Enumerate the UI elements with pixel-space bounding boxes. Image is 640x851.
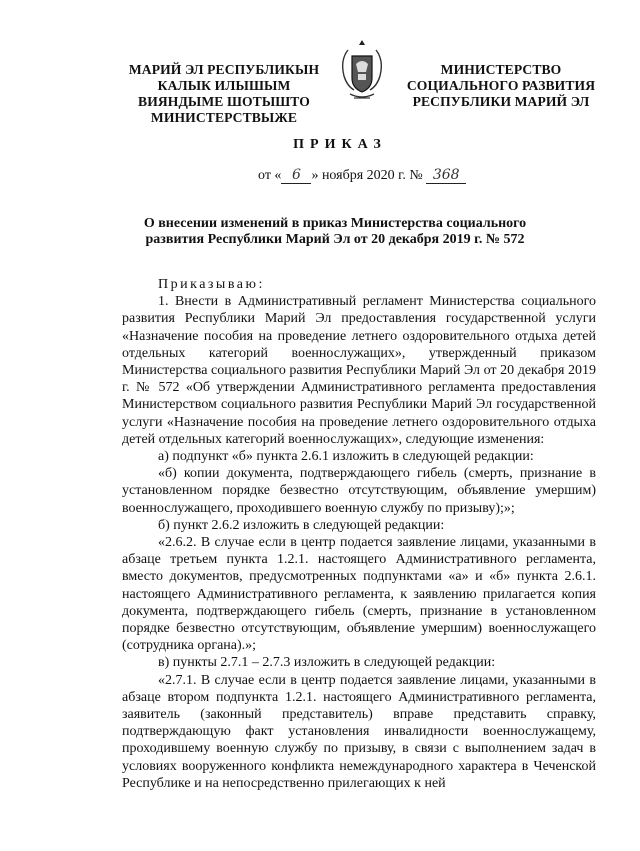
- body-paragraph: а) подпункт «б» пункта 2.6.1 изложить в следующей редакции:: [158, 449, 534, 465]
- header-right-line: СОЦИАЛЬНОГО РАЗВИТИЯ: [406, 78, 596, 93]
- ministry-name-russian: [398, 62, 604, 110]
- header-left-line: МИНИСТЕРСТВЫЖЕ: [150, 110, 298, 125]
- header-left-line: МАРИЙ ЭЛ РЕСПУБЛИКЫН: [128, 62, 320, 77]
- order-subject: [100, 216, 570, 248]
- header-right-line: МИНИСТЕРСТВО: [440, 62, 562, 77]
- body-paragraph: «2.7.1. В случае если в центр подается заявление лицами, указанными в абзаце втором подпункта 1.2.1. настоящего Административного регламента, заявитель (законный представитель) вправе представить справку, подтверждающую факт установления инвалидности военнослужащему, проходившему военную службу по призыву, в связи с выполнением задач в условиях вооруженного конфликта немеждународного характера в Чеченской Республике и на непосредственно прилегающих к ней: [122, 672, 596, 791]
- subject-line: О внесении изменений в приказ Министерства социального: [143, 216, 527, 231]
- ministry-name-mari: [118, 62, 330, 126]
- order-directive: Приказываю:: [158, 277, 265, 292]
- body-paragraph: «2.6.2. В случае если в центр подается заявление лицами, указанными в абзаце третьем пункта 1.2.1. настоящего Административного регламента, вместо документов, предусмотренных подпунктами «а» и «б» пункта 2.6.1. настоящего Административного регламента, к заявлению прилагается копия документа, подтверждающего гибель (смерть, признание в установленном порядке безвестно отсутствующим, объявление умершим) военнослужащего (сотрудника органа).»;: [122, 535, 596, 654]
- coat-of-arms-icon: [338, 38, 386, 104]
- order-body: [122, 276, 596, 792]
- body-paragraph: б) пункт 2.6.2 изложить в следующей редакции:: [158, 517, 445, 533]
- body-paragraph: в) пункты 2.7.1 – 2.7.3 изложить в следующей редакции:: [158, 655, 496, 671]
- header-left-line: ВИЯНДЫМЕ ШОТЫШТО: [138, 94, 310, 109]
- body-paragraph: «б) копии документа, подтверждающего гибель (смерть, признание в установленном порядке безвестно отсутствующим, объявление умершим) военнослужащего, проходившего военную службу по призыву);»;: [122, 466, 596, 516]
- order-date-middle: » ноября 2020 г. №: [311, 168, 423, 183]
- order-date-prefix: от «: [258, 168, 282, 183]
- order-title: ПРИКАЗ: [293, 137, 387, 152]
- order-day: 6: [281, 167, 311, 184]
- order-date-number: [258, 167, 466, 184]
- body-paragraph: 1. Внести в Административный регламент Министерства социального развития Республики Марий Эл предоставления государственной услуги «Назначение пособия на проведение летнего оздоровительного отдыха детей отдельных категорий военнослужащих», утвержденный приказом Министерства социального развития Республики Марий Эл от 20 декабря 2019 г. № 572 «Об утверждении Административного регламента предоставления Министерством социального развития Республики Марий Эл государственной услуги «Назначение пособия на проведение летнего оздоровительного отдыха детей отдельных категорий военнослужащих», следующие изменения:: [122, 294, 596, 447]
- header-right-line: РЕСПУБЛИКИ МАРИЙ ЭЛ: [412, 94, 590, 109]
- header-left-line: КАЛЫК ИЛЫШЫМ: [157, 78, 291, 93]
- order-number: 368: [426, 167, 466, 184]
- subject-line: развития Республики Марий Эл от 20 декабря 2019 г. № 572: [145, 232, 525, 247]
